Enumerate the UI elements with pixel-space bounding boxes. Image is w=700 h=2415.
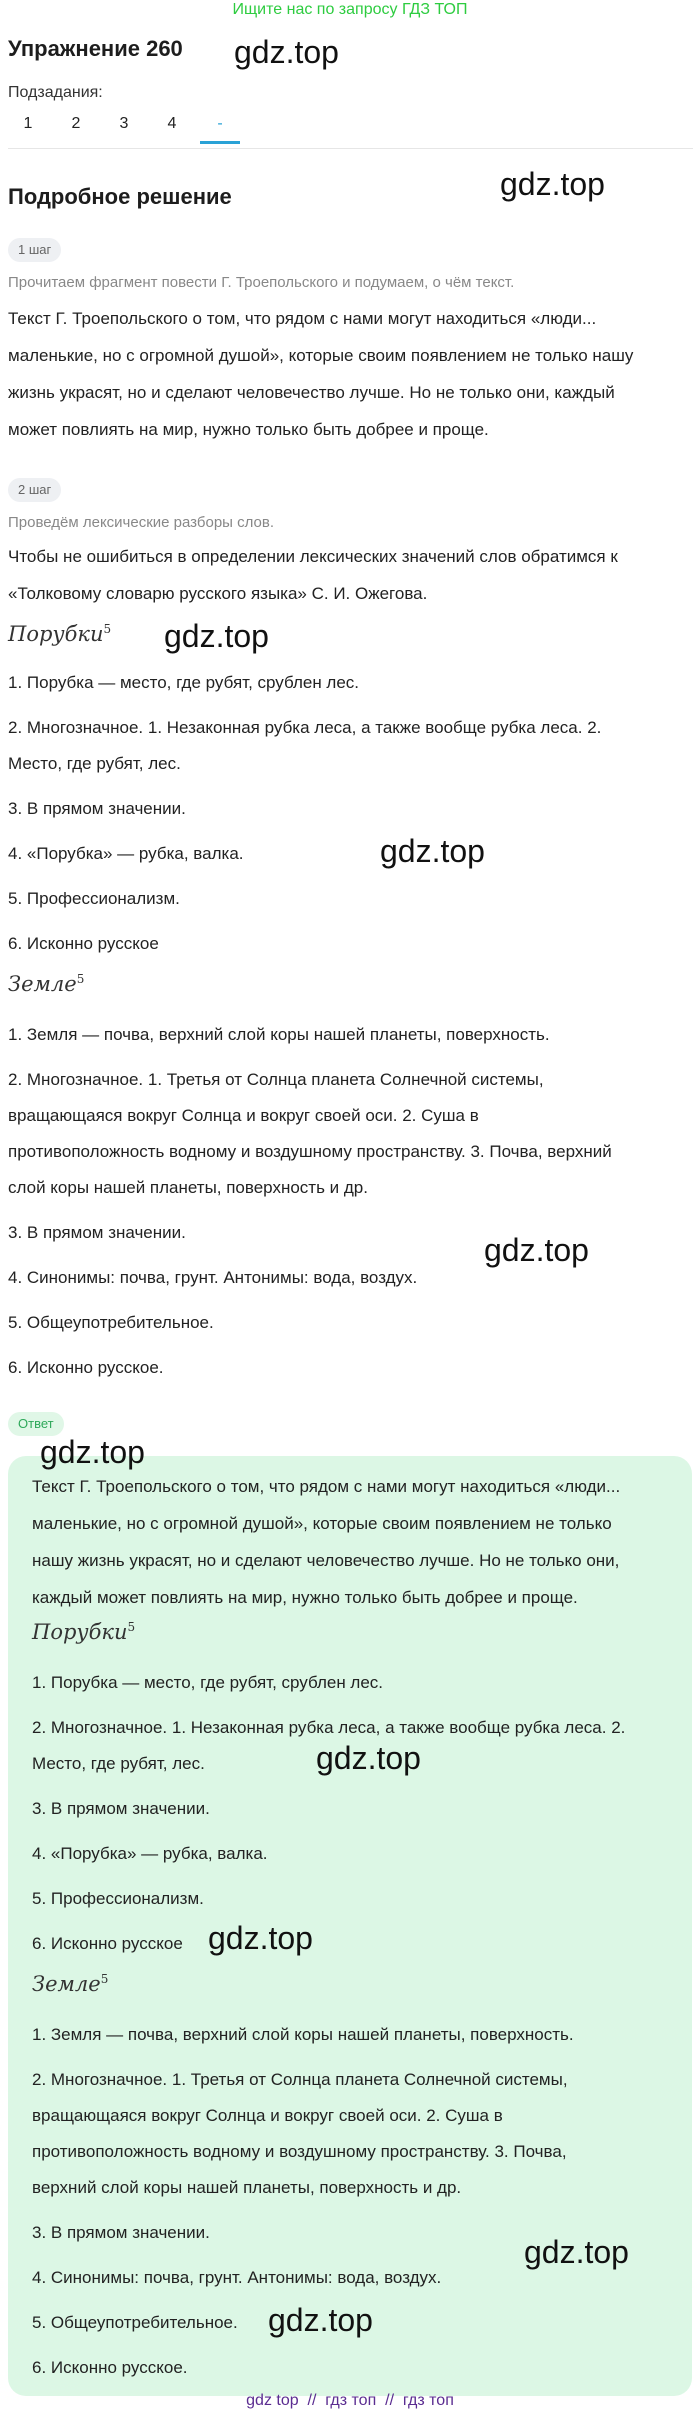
list-item: вращающаяся вокруг Солнца и вокруг своей оси. 2. Суша в [32, 2106, 503, 2125]
watermark: gdz.top [500, 166, 605, 202]
step-hint: Прочитаем фрагмент повести Г. Троепольского и подумаем, о чём текст. [8, 274, 515, 291]
tab-4[interactable]: 4 [167, 115, 177, 132]
list-item: 5. Профессионализм. [32, 1889, 204, 1908]
list-item: слой коры нашей планеты, поверхность и др. [8, 1178, 368, 1197]
page-title: Упражнение 260 [8, 36, 183, 61]
subtasks-label: Подзадания: [8, 84, 103, 101]
watermark: gdz.top [40, 1434, 145, 1470]
list-item: 2. Многозначное. 1. Незаконная рубка леса, а также вообще рубка леса. 2. [8, 718, 602, 737]
watermark: gdz.top [234, 34, 339, 70]
step1-text [8, 300, 633, 448]
footer-links[interactable]: gdz top // гдз топ // гдз топ [246, 2392, 454, 2409]
list-item: 6. Исконно русское [8, 934, 159, 953]
list-item: Место, где рубят, лес. [8, 754, 181, 773]
solution-title: Подробное решение [8, 184, 232, 209]
watermark: gdz.top [268, 2302, 373, 2338]
list-item: 1. Земля — почва, верхний слой коры нашей планеты, поверхность. [8, 1025, 550, 1044]
watermark: gdz.top [380, 833, 485, 869]
watermark: gdz.top [164, 618, 269, 654]
word-heading: Земле$^5$ [8, 972, 85, 996]
text-line: жизнь украсят, но и сделают человечество лучше. Но не только они, каждый [8, 383, 615, 402]
list-item: вращающаяся вокруг Солнца и вокруг своей оси. 2. Суша в [8, 1106, 479, 1125]
list-item: 1. Порубка — место, где рубят, срублен лес. [32, 1673, 384, 1692]
text-line: Текст Г. Троепольского о том, что рядом с нами могут находиться «люди... [32, 1477, 621, 1496]
list-item: 3. В прямом значении. [8, 799, 186, 818]
step2-intro [8, 538, 618, 612]
text-line: каждый может повлиять на мир, нужно только быть добрее и проще. [32, 1588, 578, 1607]
list-item: Место, где рубят, лес. [32, 1754, 205, 1773]
list-item: верхний слой коры нашей планеты, поверхность и др. [32, 2178, 462, 2197]
list-item: 3. В прямом значении. [32, 2223, 210, 2242]
text-line: Текст Г. Троепольского о том, что рядом с нами могут находиться «люди... [8, 309, 597, 328]
list-item: 4. «Порубка» — рубка, валка. [32, 1844, 268, 1863]
list-item: противоположность водному и воздушному пространству. 3. Почва, [32, 2142, 567, 2161]
list-item: 4. Синонимы: почва, грунт. Антонимы: вода, воздух. [32, 2268, 442, 2287]
watermark: gdz.top [316, 1740, 421, 1776]
watermark: gdz.top [524, 2234, 629, 2270]
text-line: может повлиять на мир, нужно только быть добрее и проще. [8, 420, 489, 439]
text-line: Чтобы не ошибиться в определении лексических значений слов обратимся к [8, 547, 618, 566]
text-line: маленькие, но с огромной душой», которые своим появлением не только [32, 1514, 612, 1533]
watermark: gdz.top [208, 1920, 313, 1956]
step-badge: 1 шаг [8, 238, 61, 262]
list-item: 6. Исконно русское [32, 1934, 183, 1953]
list-item: 3. В прямом значении. [32, 1799, 210, 1818]
text-line: маленькие, но с огромной душой», которые своим появлением не только нашу [8, 346, 634, 365]
word-heading: Порубки$^5$ [32, 1620, 136, 1644]
list-item: 4. «Порубка» — рубка, валка. [8, 844, 244, 863]
answer-badge: Ответ [8, 1412, 64, 1436]
text-line: «Толковому словарю русского языка» С. И. Ожегова. [8, 584, 428, 603]
word-heading: Порубки$^5$ [8, 622, 112, 646]
list-item: 2. Многозначное. 1. Третья от Солнца планета Солнечной системы, [32, 2070, 568, 2089]
tab-current[interactable]: - [200, 112, 240, 144]
text-line: нашу жизнь украсят, но и сделают человечество лучше. Но не только они, [32, 1551, 620, 1570]
subtask-tabs [8, 112, 693, 149]
answer-text [32, 1468, 620, 1616]
list-item: 3. В прямом значении. [8, 1223, 186, 1242]
watermark: gdz.top [484, 1232, 589, 1268]
list-item: 2. Многозначное. 1. Третья от Солнца планета Солнечной системы, [8, 1070, 544, 1089]
tab-1[interactable]: 1 [23, 115, 33, 132]
list-item: 1. Порубка — место, где рубят, срублен лес. [8, 673, 360, 692]
list-item: 5. Профессионализм. [8, 889, 180, 908]
tab-3[interactable]: 3 [119, 115, 129, 132]
search-banner: Ищите нас по запросу ГДЗ ТОП [232, 1, 468, 18]
list-item: 2. Многозначное. 1. Незаконная рубка леса, а также вообще рубка леса. 2. [32, 1718, 626, 1737]
list-item: 5. Общеупотребительное. [8, 1313, 214, 1332]
word-heading: Земле$^5$ [32, 1972, 109, 1996]
list-item: 4. Синонимы: почва, грунт. Антонимы: вода, воздух. [8, 1268, 418, 1287]
list-item: 1. Земля — почва, верхний слой коры нашей планеты, поверхность. [32, 2025, 574, 2044]
tab-2[interactable]: 2 [71, 115, 81, 132]
list-item: противоположность водному и воздушному пространству. 3. Почва, верхний [8, 1142, 612, 1161]
step-hint: Проведём лексические разборы слов. [8, 514, 275, 531]
list-item: 6. Исконно русское. [8, 1358, 164, 1377]
list-item: 6. Исконно русское. [32, 2358, 188, 2377]
step-badge: 2 шаг [8, 478, 61, 502]
list-item: 5. Общеупотребительное. [32, 2313, 238, 2332]
